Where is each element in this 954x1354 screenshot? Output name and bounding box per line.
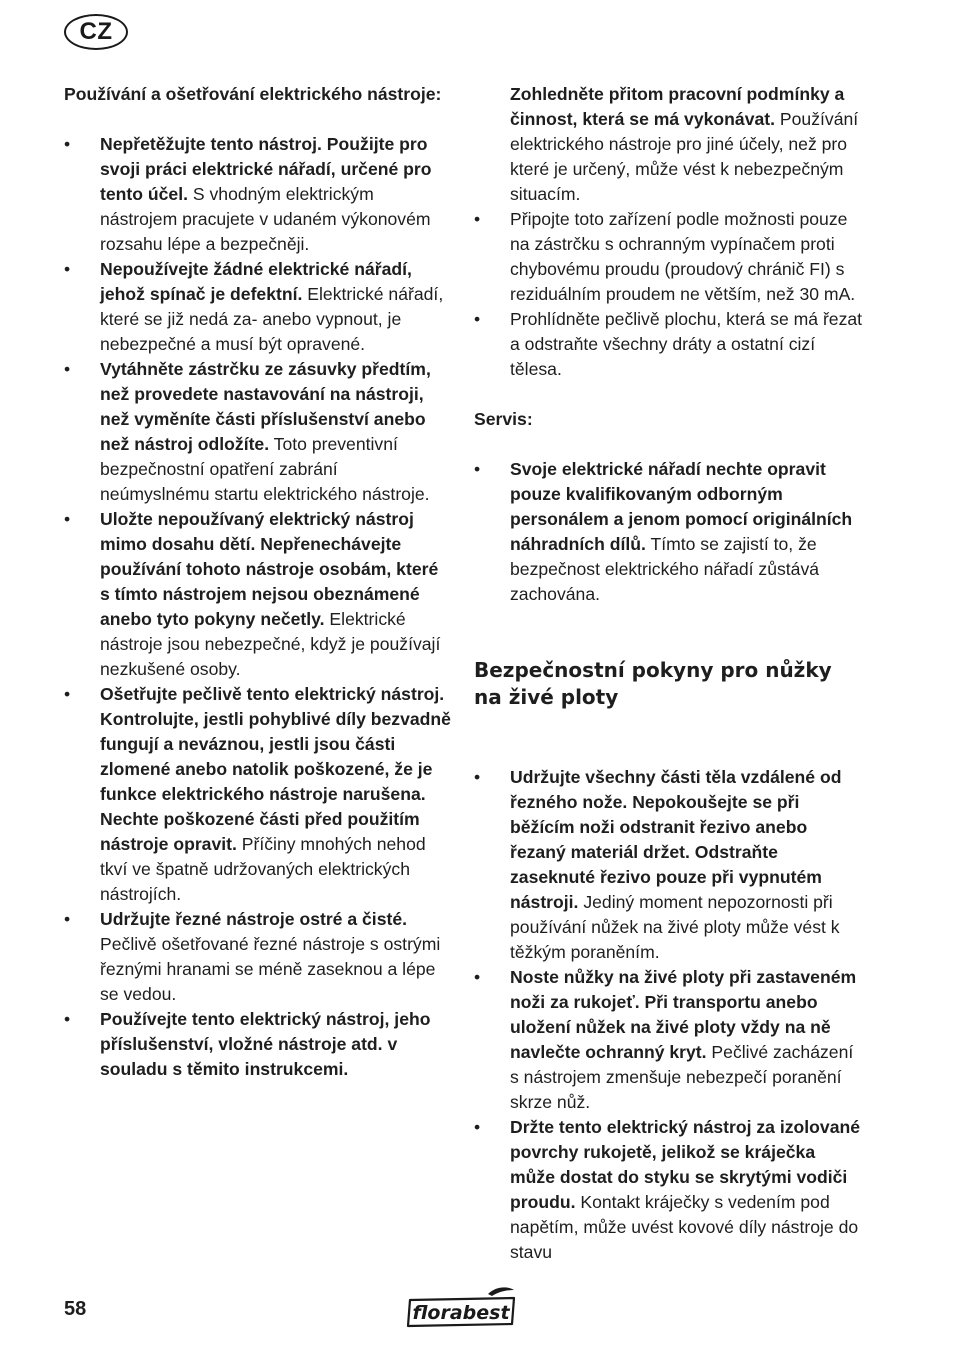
usage-list bbox=[64, 132, 452, 1082]
list-item: • Udržujte všechny části těla vzdálené od řezného nože. Nepokoušejte se při běžícím noži odstranit řezivo anebo řezaný materiál držet. Odstraňte zaseknuté řezivo pouze při vypnutém nástroji. Jediný moment nepozornosti při používání nůžek na živé ploty může vést k těžkým poraněním. bbox=[474, 765, 864, 965]
left-column bbox=[64, 82, 452, 1082]
list-item: • Připojte toto zařízení podle možnosti pouze na zástrčku s ochranným vypínačem proti chybovému proudu (proudový chránič FI) s reziduálním proudem ne větším, než 30 mA. bbox=[474, 207, 864, 307]
usage-list-continued bbox=[474, 82, 864, 382]
page-number: 58 bbox=[64, 1298, 87, 1320]
list-item: • Udržujte řezné nástroje ostré a čisté. Pečlivě ošetřované řezné nástroje s ostrými řeznými hranami se méně zaseknou a lépe se vedou. bbox=[64, 907, 452, 1007]
section-title-hedge-trimmer: Bezpečnostní pokyny pro nůžky na živé ploty bbox=[474, 658, 832, 709]
hedge-trimmer-safety-list bbox=[474, 765, 864, 1265]
list-item: • Vytáhněte zástrčku ze zásuvky předtím, než provedete nastavování na nástroji, než vyměníte části příslušenství anebo než nástroj odložíte. Toto preventivní bezpečnostní opatření zabrání neúmyslnému startu elektrického nástroje. bbox=[64, 357, 452, 507]
section-heading-service: Servis: bbox=[474, 409, 533, 429]
list-item: • Držte tento elektrický nástroj za izolované povrchy rukojetě, jelikož se kráječka může dostat do styku se skrytými vodiči proudu. Kontakt kráječky s vedením pod napětím, může uvést kovové díly nástroje do stavu bbox=[474, 1115, 864, 1265]
section-heading-usage: Používání a ošetřování elektrického nástroje: bbox=[64, 84, 442, 104]
florabest-logo bbox=[404, 1284, 518, 1328]
list-item: • Nepoužívejte žádné elektrické nářadí, jehož spínač je defektní. Elektrické nářadí, které se již nedá za- anebo vypnout, je nebezpečné a musí být opravené. bbox=[64, 257, 452, 357]
list-item: • Používejte tento elektrický nástroj, jeho příslušenství, vložné nástroje atd. v souladu s těmito instrukcemi. bbox=[64, 1007, 452, 1082]
right-column bbox=[474, 82, 864, 1265]
service-list bbox=[474, 457, 864, 607]
list-item: • Nepřetěžujte tento nástroj. Použijte pro svoji práci elektrické nářadí, určené pro tento účel. S vhodným elektrickým nástrojem pracujete v udaném výkonovém rozsahu lépe a bezpečněji. bbox=[64, 132, 452, 257]
list-item: • Ošetřujte pečlivě tento elektrický nástroj. Kontrolujte, jestli pohyblivé díly bezvadně fungují a neváznou, jestli jsou části zlomené anebo natolik poškozené, že je funkce elektrického nástroje narušena. Nechte poškozené části před použitím nástroje opravit. Příčiny mnohých nehod tkví ve špatně udržovaných elektrických nástrojích. bbox=[64, 682, 452, 907]
list-item: • Prohlídněte pečlivě plochu, která se má řezat a odstraňte všechny dráty a ostatní cizí tělesa. bbox=[474, 307, 864, 382]
list-item: • Uložte nepoužívaný elektrický nástroj mimo dosahu dětí. Nepřenechávejte používání tohoto nástroje osobám, které s tímto nástrojem nejsou obeznámené anebo tyto pokyny nečetly. Elektrické nástroje jsou nebezpečné, když je používají nezkušené osoby. bbox=[64, 507, 452, 682]
list-item: • Noste nůžky na živé ploty při zastaveném noži za rukojeť. Při transportu anebo uložení nůžek na živé ploty vždy na ně navlečte ochranný kryt. Pečlivé zacházení s nástrojem zmenšuje nebezpečí poranění skrze nůž. bbox=[474, 965, 864, 1115]
list-item-continuation: Zohledněte přitom pracovní podmínky a činnost, která se má vykonávat. Používání elektrického nástroje pro jiné účely, než pro které je určený, může vést k nebezpečným situacím. bbox=[510, 84, 859, 204]
list-item: • Svoje elektrické nářadí nechte opravit pouze kvalifikovaným odborným personálem a jenom pomocí originálních náhradních dílů. Tímto se zajistí to, že bezpečnost elektrického nářadí zůstává zachována. bbox=[474, 457, 864, 607]
brand-wordmark: florabest bbox=[412, 1302, 510, 1324]
language-badge: CZ bbox=[64, 14, 128, 50]
